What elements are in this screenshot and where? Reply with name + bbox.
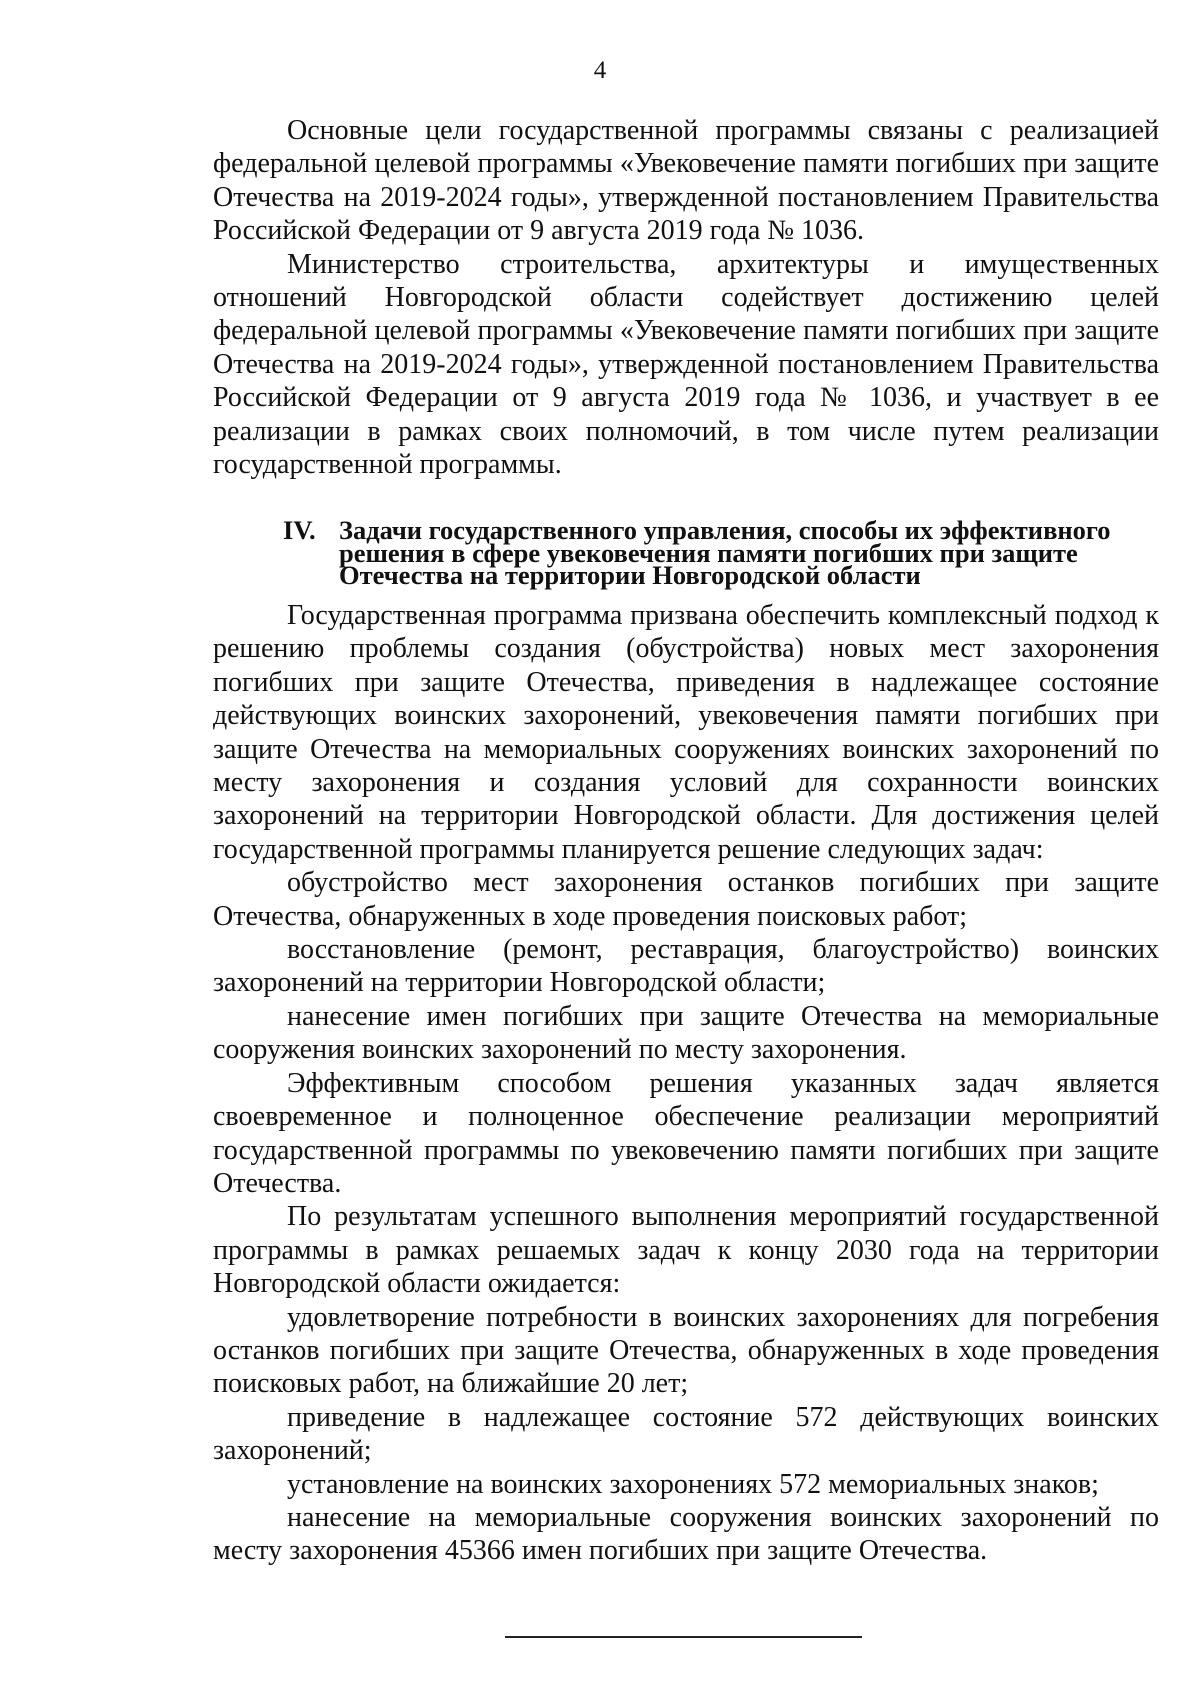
paragraph-effective-method: Эффективным способом решения указанных задач является своевременное и полноценное обеспечение реализации мероприятий государственной программы по увековечению памяти погибших при защите Отечества. [213,1067,1159,1199]
section-heading-line-3: Отечества на территории Новгородской области [339,560,921,590]
page-number: 4 [593,57,607,84]
task-item-restoration: восстановление (ремонт, реставрация, благоустройство) воинских захоронений на территории Новгородской области; [213,934,1159,999]
section-intro [213,114,1159,481]
section-heading [283,515,1153,590]
result-item-names-count: нанесение на мемориальные сооружения воинских захоронений по месту захоронения 45366 имен погибших при защите Отечества. [213,1501,1159,1567]
paragraph-goals: Основные цели государственной программы связаны с реализацией федеральной целевой программы «Увековечение памяти погибших при защите Отечества на 2019-2024 годы», утвержденной постановлением Правительства Российской Федерации от 9 августа 2019 года № 1036. [213,115,1159,247]
task-item-burial-sites: обустройство мест захоронения останков погибших при защите Отечества, обнаруженных в ходе проведения поисковых работ; [213,867,1159,932]
result-item-memorial-signs: установление на воинских захоронениях 572 мемориальных знаков; [287,1468,1099,1500]
result-item-burial-needs: удовлетворение потребности в воинских захоронениях для погребения останков погибших при защите Отечества, обнаруженных в ходе проведения поисковых работ, на ближайшие 20 лет; [213,1301,1159,1400]
paragraph-expected-results: По результатам успешного выполнения мероприятий государственной программы в рамках решаемых задач к концу 2030 года на территории Новгородской области ожидается: [213,1201,1159,1300]
section-heading-line-2: решения в сфере увековечения памяти погибших при защите [339,537,1078,568]
section-tasks [213,599,1159,1568]
paragraph-program-purpose: Государственная программа призвана обеспечить комплексный подход к решению проблемы создания (обустройства) новых мест захоронения погибших при защите Отечества, приведения в надлежащее состояние действующих воинских захоронений, увековечения памяти погибших при защите Отечества на мемориальных сооружениях воинских захоронений по месту захоронения и создания условий для сохранности воинских захоронений на территории Новгородской области. Для достижения целей государственной программы планируется решение следующих задач: [213,600,1159,865]
paragraph-ministry: Министерство строительства, архитектуры и имущественных отношений Новгородской области содействует достижению целей федеральной целевой программы «Увековечение памяти погибших при защите Отечества на 2019-2024 годы», утвержденной постановлением Правительства Российской Федерации от 9 августа 2019 года № 1036, и участвует в ее реализации в рамках своих полномочий, в том числе путем реализации государственной программы. [213,248,1159,481]
task-item-names: нанесение имен погибших при защите Отечества на мемориальные сооружения воинских захоронений по месту захоронения. [213,1000,1159,1066]
end-divider [505,1636,862,1638]
section-heading-line-1: Задачи государственного управления, способы их эффективного [339,515,1111,545]
section-heading-number: IV. [283,515,316,545]
result-item-burials-condition: приведение в надлежащее состояние 572 действующих воинских захоронений; [213,1401,1159,1467]
